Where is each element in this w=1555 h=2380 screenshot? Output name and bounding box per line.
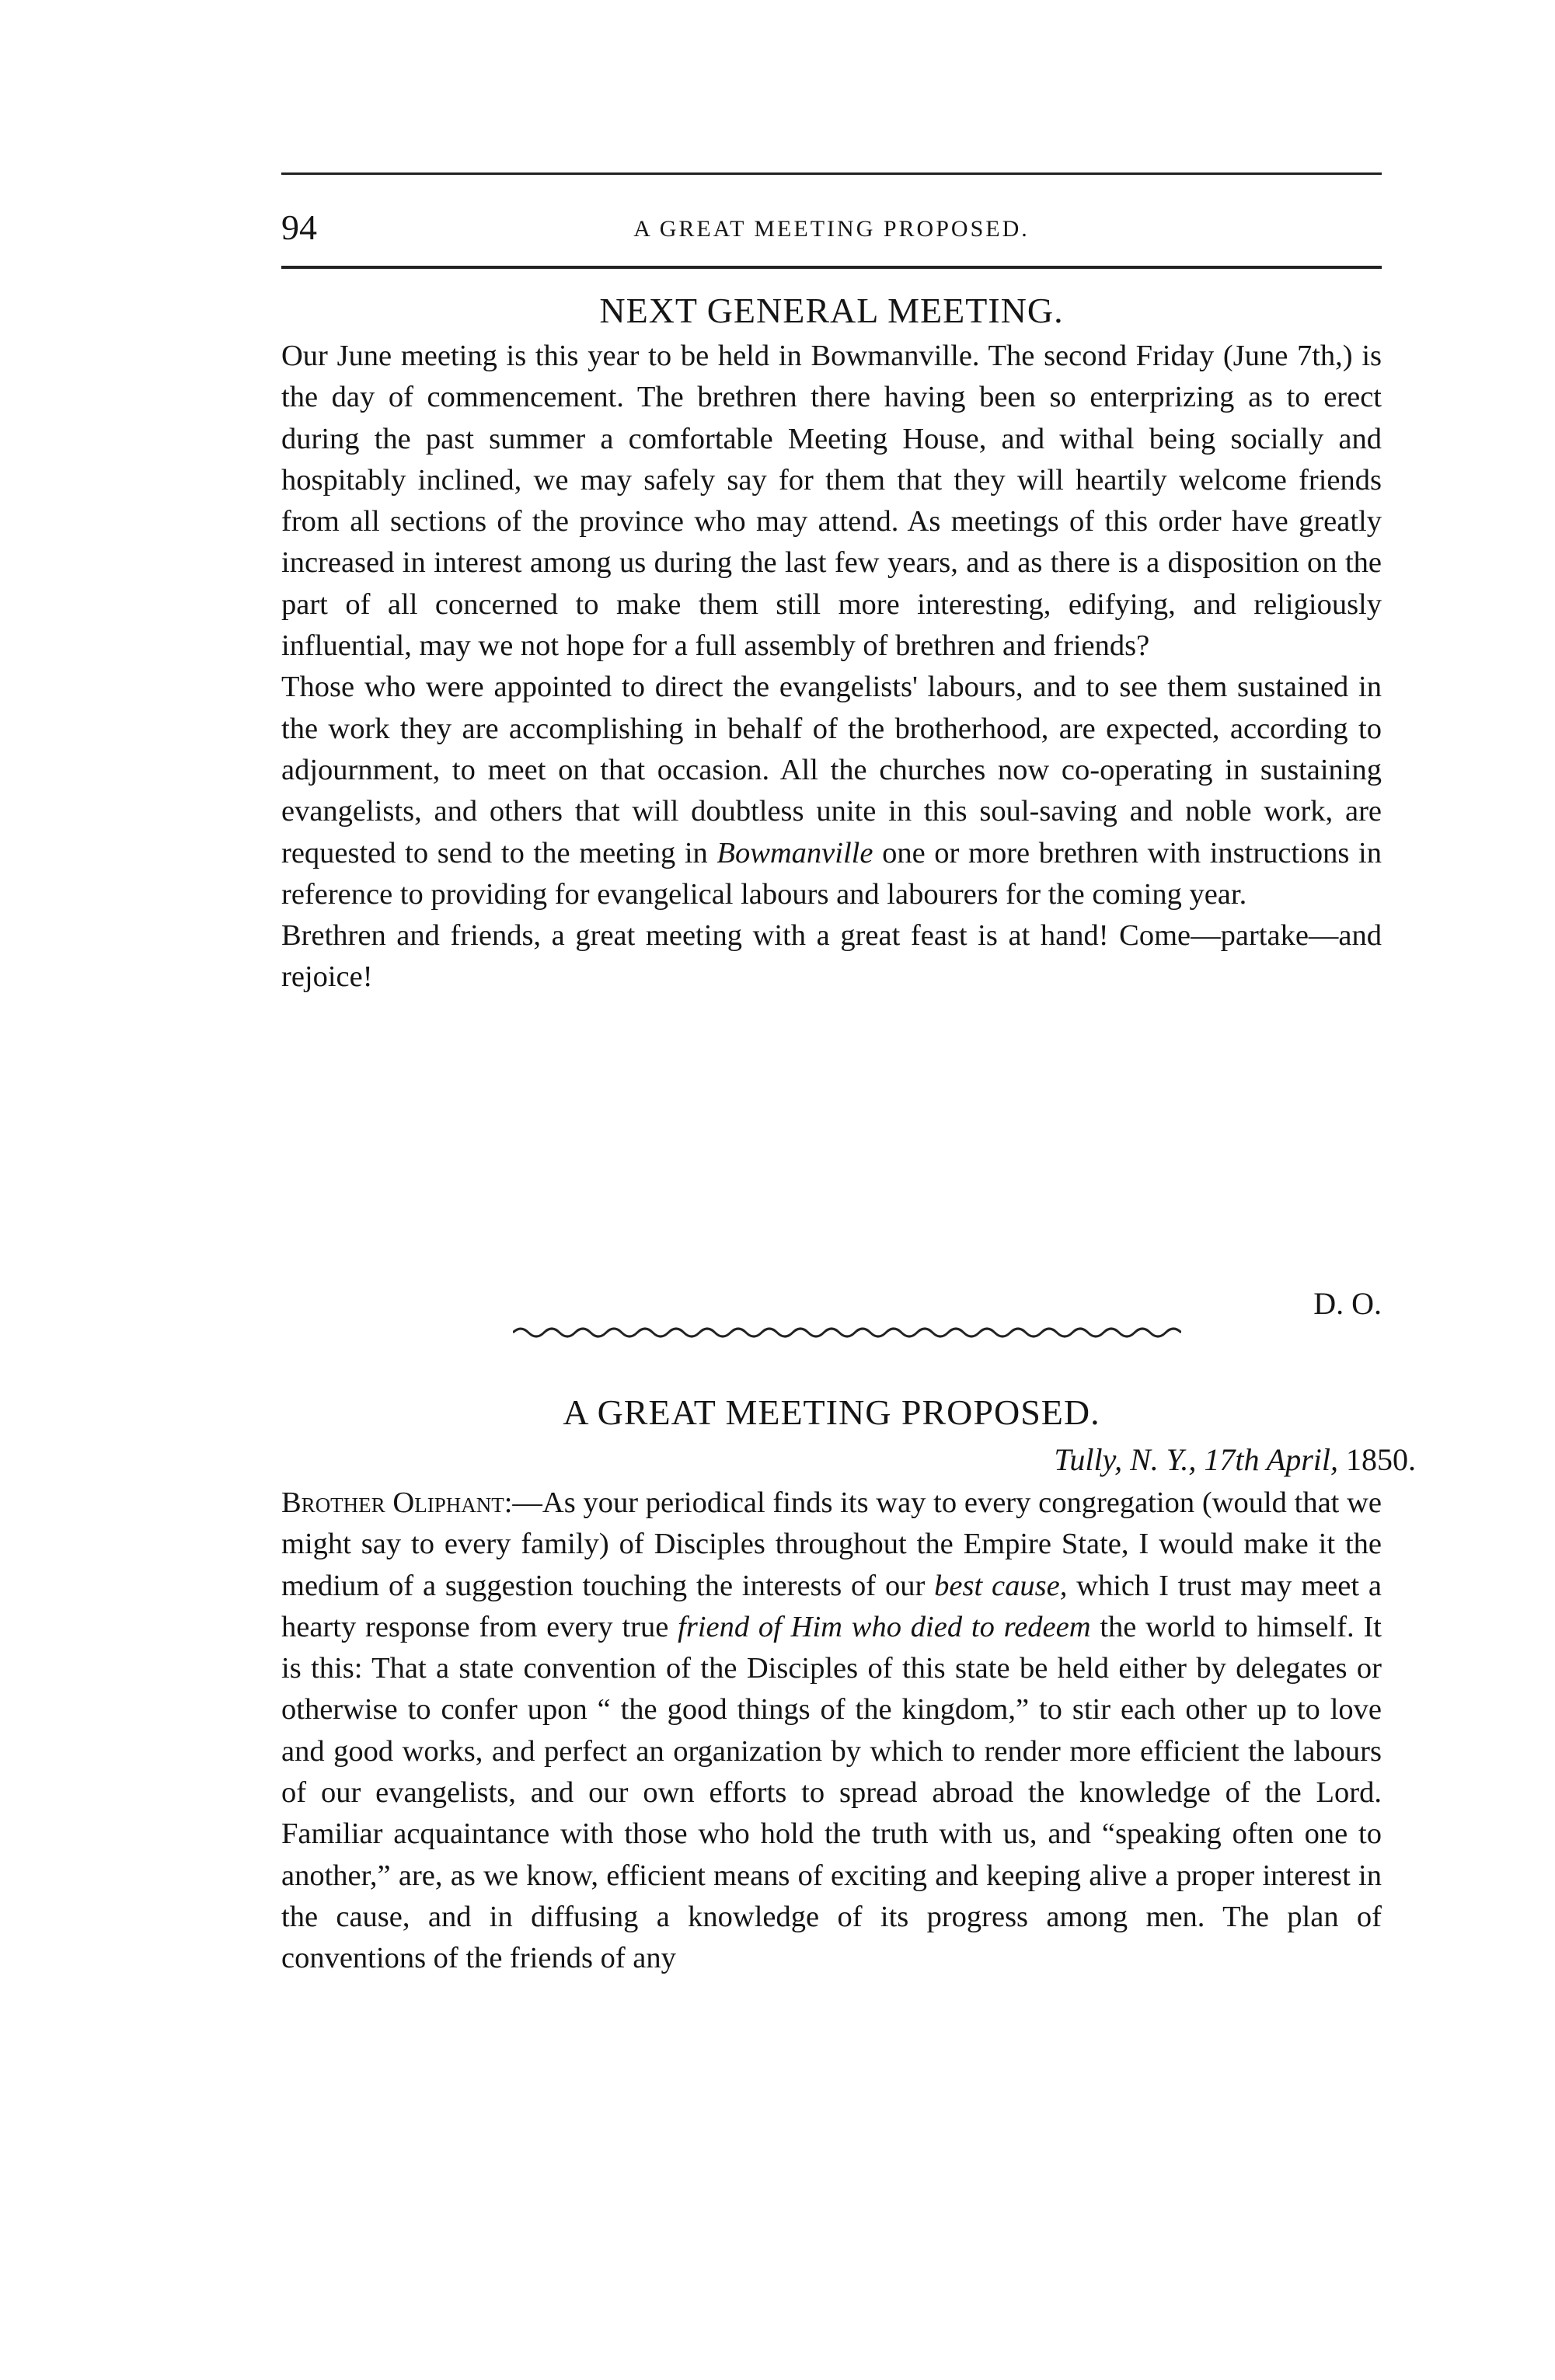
dateline-year: 1850. bbox=[1338, 1442, 1416, 1477]
signature: D. O. bbox=[1313, 1286, 1382, 1321]
page-header bbox=[281, 206, 1382, 253]
emphasis: friend of Him who died to redeem bbox=[678, 1610, 1091, 1643]
section-title-great-meeting-proposed: A GREAT MEETING PROPOSED. bbox=[563, 1392, 1100, 1432]
paragraph bbox=[281, 667, 1382, 915]
paragraph-text: —As your periodical finds its way to every congregation (would that we might say to every family) of Disciples throughout the Empire State, I would make it the medium of a suggestion touching the interests of our bbox=[281, 1486, 1382, 1602]
paragraph-text: Those who were appointed to direct the evangelists' labours, and to see them sustained in the work they are accomplishing in behalf of the brotherhood, are expected, according to adjournment, to meet on that occasion. All the churches now co-operating in sustaining evangelists, and others that will doubtless unite in this soul-saving and noble work, are requested to send to the meeting in bbox=[281, 671, 1382, 869]
paragraph-text: the world to himself. It is this: That a state convention of the Disciples of this state be held either by delegates or otherwise to confer upon “ the good things of the kingdom,” to stir each other up to love and good works, and perfect an organization by which to render more efficient the labours of our evangelists, and our own efforts to spread abroad the knowledge of the Lord. Familiar acquaintance with those who hold the truth with us, and “speaking often one to another,” are, as we know, efficient means of exciting and keeping alive a proper interest in the cause, and in diffusing a knowledge of its progress among men. The plan of conventions of the friends of any bbox=[281, 1610, 1382, 1975]
dateline bbox=[281, 1439, 1416, 1481]
paragraph: Brethren and friends, a great meeting with a great feast is at hand! Come—partake—and rejoice! bbox=[281, 919, 1382, 994]
section-title-next-general-meeting: NEXT GENERAL MEETING. bbox=[599, 291, 1064, 330]
salutation: Brother Oliphant: bbox=[281, 1486, 513, 1519]
dateline-place: Tully, N. Y., 17th April, bbox=[1054, 1442, 1338, 1477]
wavy-divider bbox=[513, 1321, 1181, 1344]
article-great-meeting-proposed bbox=[281, 1483, 1382, 1980]
top-rule bbox=[281, 172, 1382, 175]
place-name: Bowmanville bbox=[716, 836, 873, 869]
emphasis: best cause, bbox=[934, 1569, 1068, 1602]
running-title: A GREAT MEETING PROPOSED. bbox=[633, 216, 1030, 242]
page-number: 94 bbox=[281, 207, 317, 247]
paragraph-text: which I trust may meet a hearty response from every true bbox=[281, 1569, 1382, 1643]
paragraph: Our June meeting is this year to be held in Bowmanville. The second Friday (June 7th,) is the day of commencement. The brethren there having been so enterprizing as to erect during the past summer a comfortable Meeting House, and withal being socially and hospitably inclined, we may safely say for them that they will heartily welcome friends from all sections of the province who may attend. As meetings of this order have greatly increased in interest among us during the last few years, and as there is a disposition on the part of all concerned to make them still more interesting, edifying, and religiously influential, may we not hope for a full assembly of brethren and friends? bbox=[281, 340, 1382, 663]
paragraph-text: one or more brethren with instructions in reference to providing for evangelical labours and labourers for the coming year. bbox=[281, 836, 1382, 911]
paragraph bbox=[281, 1483, 1382, 1980]
header-rule bbox=[281, 266, 1382, 269]
article-next-general-meeting bbox=[281, 336, 1382, 998]
